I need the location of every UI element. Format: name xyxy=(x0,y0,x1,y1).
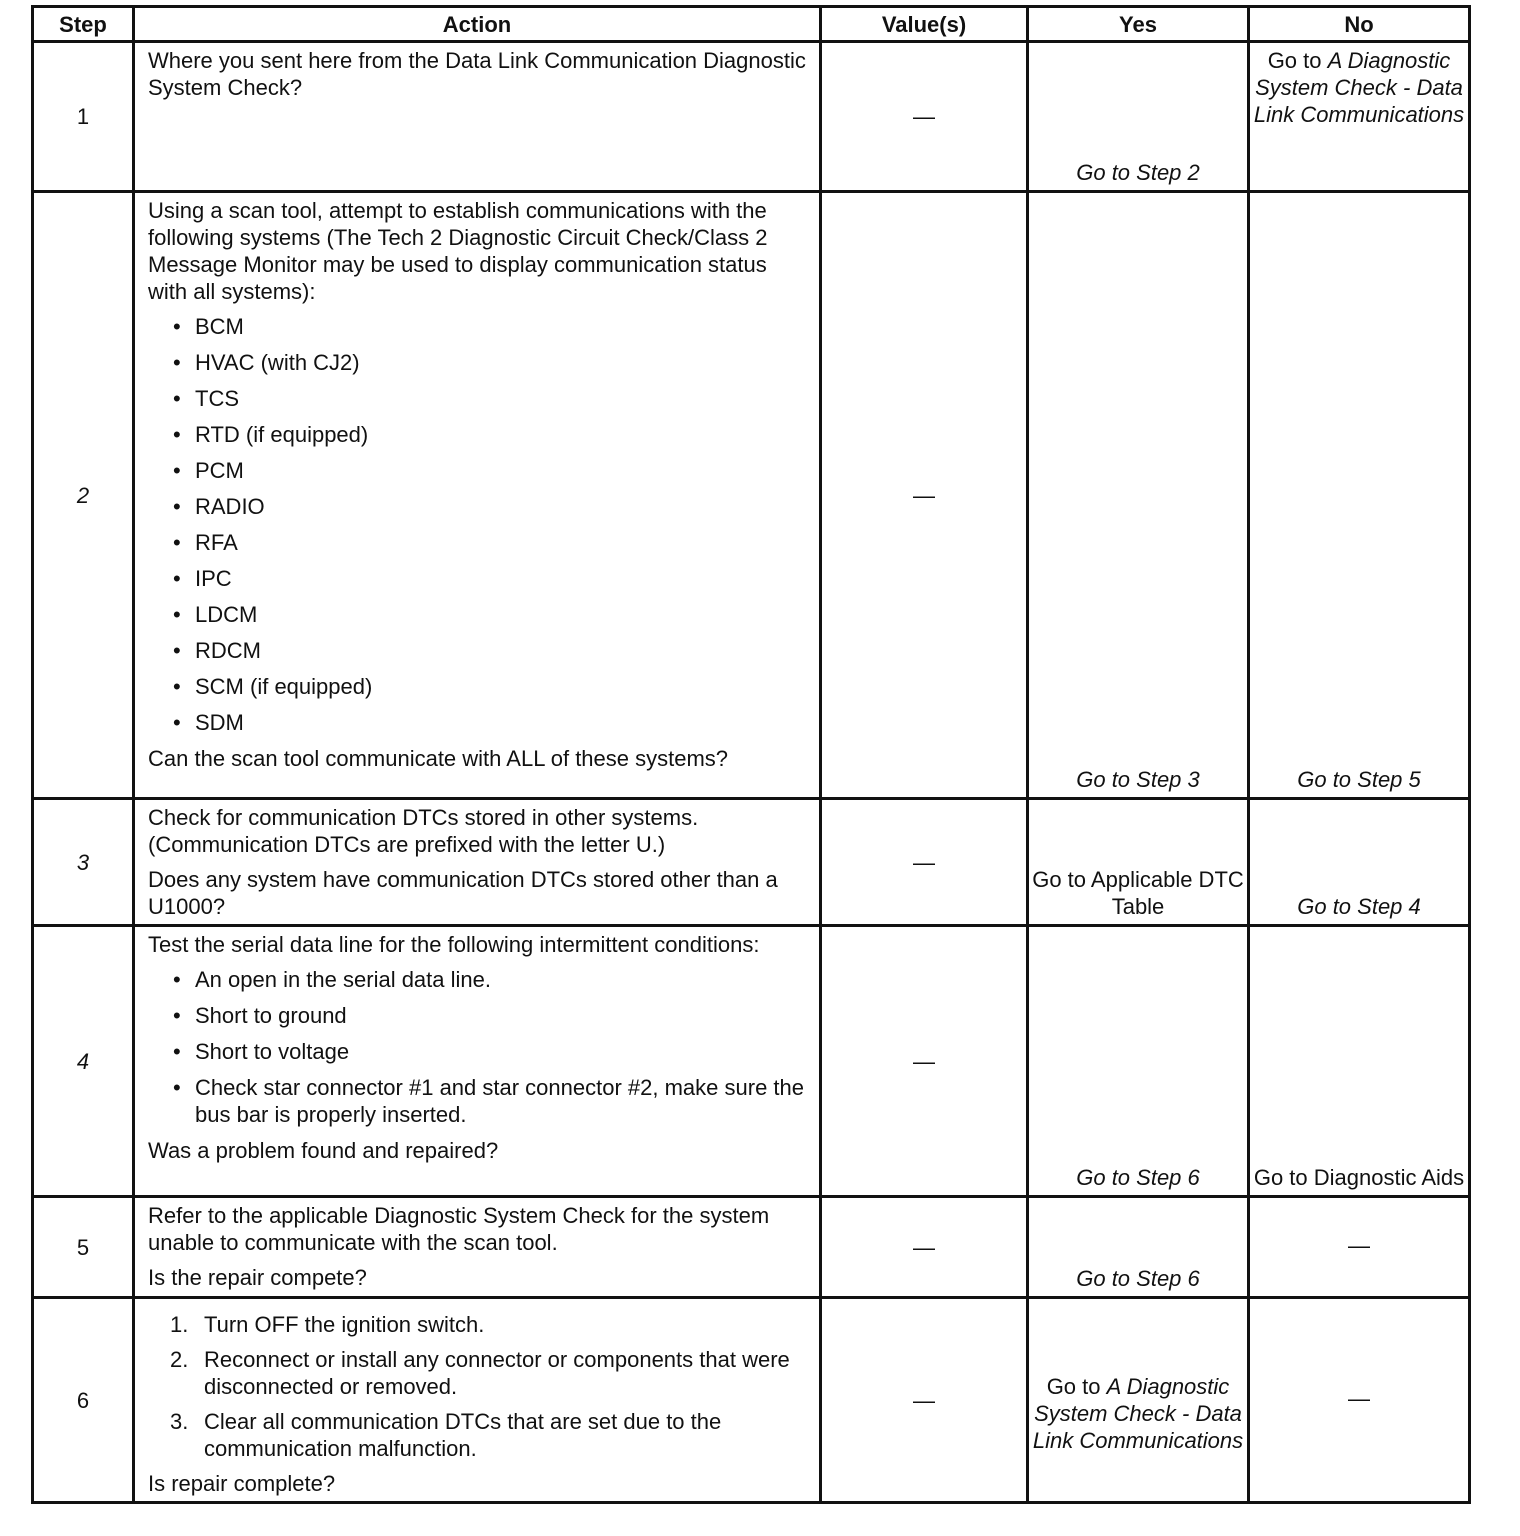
action-cell xyxy=(134,1298,821,1503)
list-item: • IPC xyxy=(170,565,809,592)
yes-cell: Go to Step 3 xyxy=(1028,192,1249,799)
no-cell: Go to Step 5 xyxy=(1249,192,1470,799)
item-number: 2. xyxy=(170,1347,189,1372)
header-action: Action xyxy=(134,7,821,42)
action-question: Is repair complete? xyxy=(148,1471,336,1496)
step-number: 1 xyxy=(33,42,134,192)
action-cell xyxy=(134,1197,821,1298)
action-cell xyxy=(134,192,821,799)
header-step: Step xyxy=(33,7,134,42)
no-cell: — xyxy=(1249,1298,1470,1503)
step-number: 3 xyxy=(33,799,134,926)
action-cell xyxy=(134,42,821,192)
yes-prefix: Go to xyxy=(1046,1373,1107,1399)
list-item: • An open in the serial data line. xyxy=(170,966,809,993)
no-prefix: Go to xyxy=(1267,48,1328,73)
value-cell: — xyxy=(821,1197,1028,1298)
step-number: 6 xyxy=(33,1298,134,1503)
item-text: Clear all communication DTCs that are set due to the communication malfunction. xyxy=(204,1409,722,1461)
table-row xyxy=(33,1197,1470,1298)
condition-list xyxy=(148,966,809,1128)
procedure-list xyxy=(148,1311,809,1462)
list-item xyxy=(170,1408,809,1462)
list-item: • Short to voltage xyxy=(170,1038,809,1065)
step-number: 2 xyxy=(33,192,134,799)
table-row xyxy=(33,799,1470,926)
system-list xyxy=(148,313,809,736)
value-cell: — xyxy=(821,926,1028,1197)
action-cell xyxy=(134,926,821,1197)
yes-cell: Go to Step 6 xyxy=(1028,926,1249,1197)
yes-cell: Go to Step 6 xyxy=(1028,1197,1249,1298)
table-row xyxy=(33,1298,1470,1503)
list-item: • SDM xyxy=(170,709,809,736)
list-item: • Short to ground xyxy=(170,1002,809,1029)
header-no: No xyxy=(1249,7,1470,42)
value-cell: — xyxy=(821,192,1028,799)
list-item: • HVAC (with CJ2) xyxy=(170,349,809,376)
no-cell: Go to Diagnostic Aids xyxy=(1249,926,1470,1197)
yes-cell: Go to Step 2 xyxy=(1028,42,1249,192)
value-cell: — xyxy=(821,1298,1028,1503)
action-question: Can the scan tool communicate with ALL of these systems? xyxy=(148,746,729,771)
list-item: • RDCM xyxy=(170,637,809,664)
step-number: 5 xyxy=(33,1197,134,1298)
list-item: • Check star connector #1 and star connector #2, make sure the bus bar is properly inserted. xyxy=(170,1074,809,1128)
list-item: • RFA xyxy=(170,529,809,556)
yes-cell xyxy=(1028,1298,1249,1503)
list-item: • TCS xyxy=(170,385,809,412)
no-reference: A Diagnostic System Check - Data Link Communications xyxy=(1253,48,1465,127)
value-cell: — xyxy=(821,799,1028,926)
list-item: • BCM xyxy=(170,313,809,340)
action-intro: Refer to the applicable Diagnostic System Check for the system unable to communicate with the scan tool. xyxy=(148,1203,770,1255)
action-text: Where you sent here from the Data Link Communication Diagnostic System Check? xyxy=(148,48,806,100)
action-question: Is the repair compete? xyxy=(148,1265,367,1290)
no-cell: Go to Step 4 xyxy=(1249,799,1470,926)
action-intro: Check for communication DTCs stored in other systems. (Communication DTCs are prefixed with the letter U.) xyxy=(148,805,699,857)
no-cell xyxy=(1249,42,1470,192)
header-values: Value(s) xyxy=(821,7,1028,42)
action-question: Does any system have communication DTCs stored other than a U1000? xyxy=(148,867,778,919)
list-item: • LDCM xyxy=(170,601,809,628)
header-row xyxy=(33,7,1470,42)
item-number: 3. xyxy=(170,1409,189,1434)
list-item: • RTD (if equipped) xyxy=(170,421,809,448)
list-item: • SCM (if equipped) xyxy=(170,673,809,700)
list-item: • RADIO xyxy=(170,493,809,520)
item-text: Turn OFF the ignition switch. xyxy=(204,1312,485,1337)
step-number: 4 xyxy=(33,926,134,1197)
action-cell xyxy=(134,799,821,926)
table-row xyxy=(33,42,1470,192)
action-question: Was a problem found and repaired? xyxy=(148,1138,499,1163)
action-intro: Using a scan tool, attempt to establish communications with the following systems (The Tech 2 Diagnostic Circuit Check/Class 2 Message Monitor may be used to display communication status with all systems): xyxy=(148,198,768,304)
yes-reference: A Diagnostic System Check - Data Link Communications xyxy=(1032,1373,1244,1453)
value-cell: — xyxy=(821,42,1028,192)
action-intro: Test the serial data line for the following intermittent conditions: xyxy=(148,932,760,957)
diagnostic-table xyxy=(31,5,1471,1504)
header-yes: Yes xyxy=(1028,7,1249,42)
item-number: 1. xyxy=(170,1312,189,1337)
list-item xyxy=(170,1346,809,1400)
list-item xyxy=(170,1311,809,1338)
no-cell: — xyxy=(1249,1197,1470,1298)
item-text: Reconnect or install any connector or components that were disconnected or removed. xyxy=(204,1347,790,1399)
yes-cell: Go to Applicable DTC Table xyxy=(1028,799,1249,926)
table-row xyxy=(33,192,1470,799)
list-item: • PCM xyxy=(170,457,809,484)
table-row xyxy=(33,926,1470,1197)
